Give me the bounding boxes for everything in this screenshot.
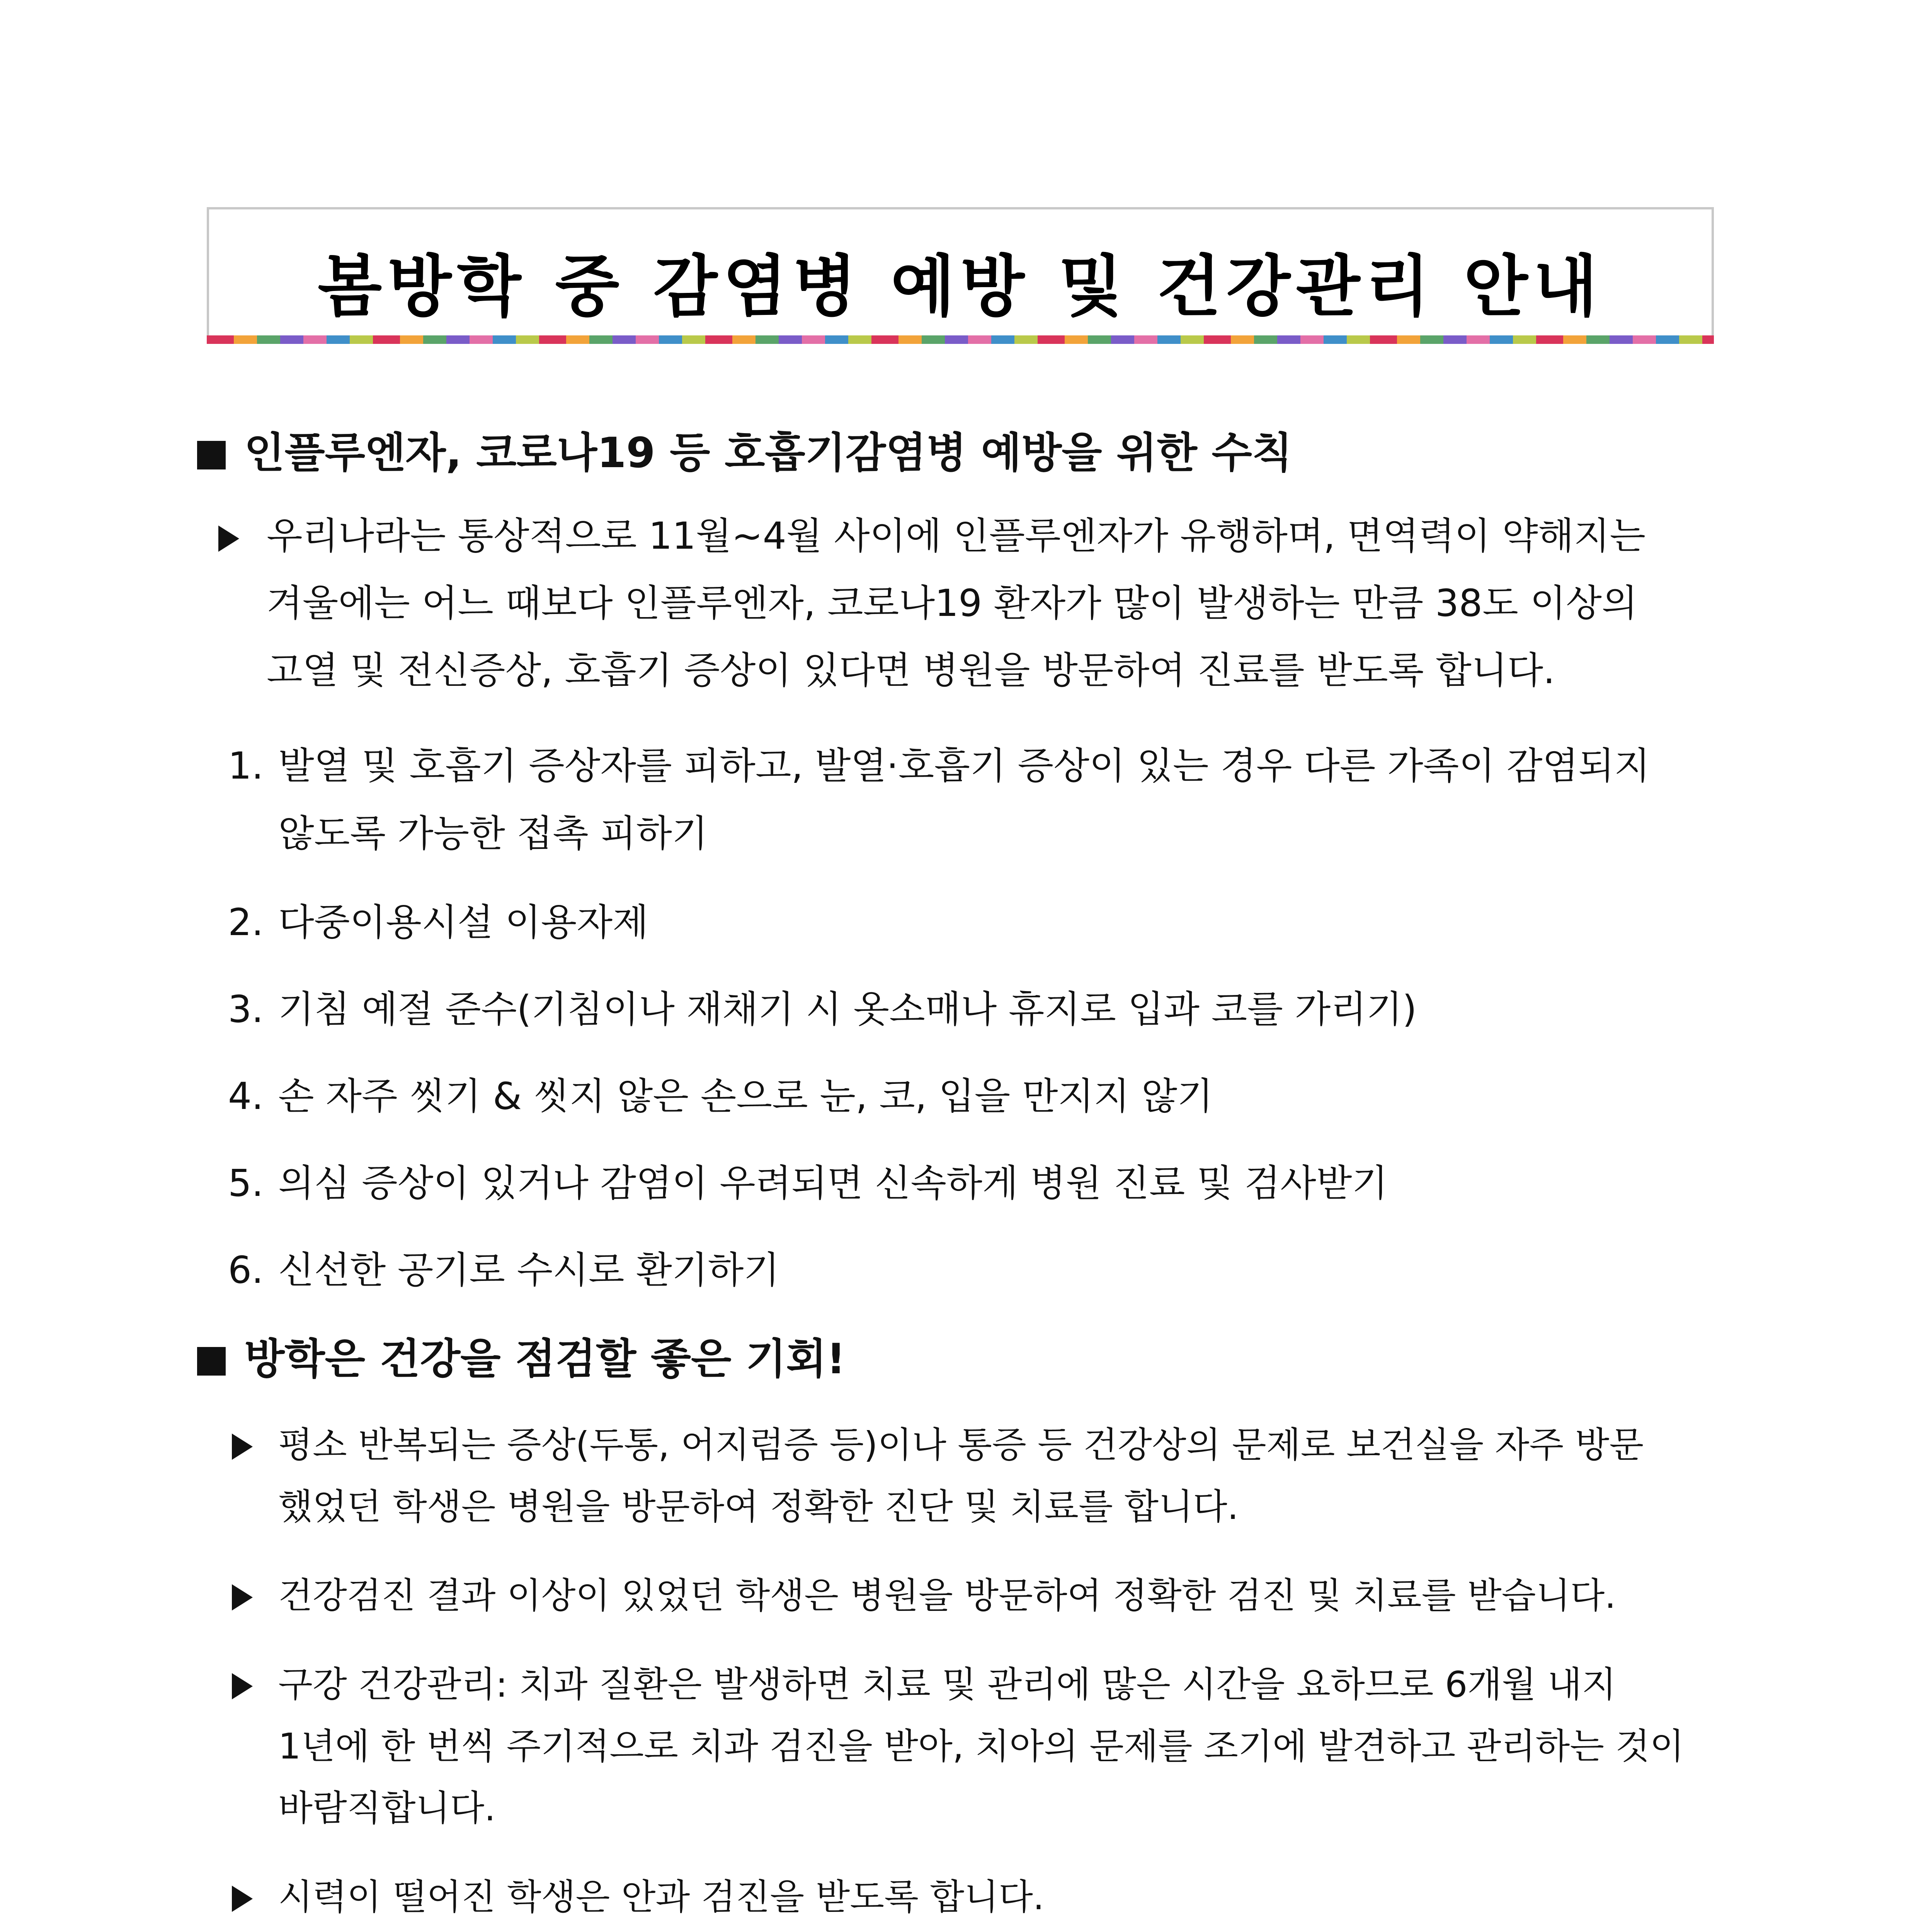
bullet-paragraph <box>278 1866 1727 1928</box>
list-number: 6. <box>228 1248 264 1292</box>
bullet-paragraph <box>278 1414 1727 1538</box>
list-number: 2. <box>228 901 264 944</box>
bullet-line: 평소 반복되는 증상(두통, 어지럼증 등)이나 통증 등 건강상의 문제로 보건실을 자주 방문 <box>278 1424 1644 1466</box>
list-text: 기침 예절 준수(기침이나 재채기 시 옷소매나 휴지로 입과 코를 가리기) <box>278 988 1417 1031</box>
bullet-line: 바람직합니다. <box>278 1787 496 1829</box>
list-item <box>228 1063 1213 1130</box>
section-heading-respiratory <box>197 419 1292 479</box>
list-number: 1. <box>228 744 264 787</box>
intro-line: 겨울에는 어느 때보다 인플루엔자, 코로나19 환자가 많이 발생하는 만큼 38도 이상의 <box>267 582 1638 625</box>
list-text: 다중이용시설 이용자제 <box>278 901 648 944</box>
triangle-bullet-icon <box>232 1584 253 1611</box>
triangle-bullet-icon <box>218 526 239 552</box>
bullet-line: 했었던 학생은 병원을 방문하여 정확한 진단 및 치료를 합니다. <box>278 1486 1239 1527</box>
intro-line: 고열 및 전신증상, 호흡기 증상이 있다면 병원을 방문하여 진료를 받도록 합니다. <box>267 649 1555 692</box>
section-heading-text: 방학은 건강을 점검할 좋은 기회! <box>244 1335 846 1383</box>
list-item <box>228 889 648 956</box>
list-text: 손 자주 씻기 & 씻지 않은 손으로 눈, 코, 입을 만지지 않기 <box>278 1075 1213 1118</box>
triangle-bullet-icon <box>232 1673 253 1699</box>
intro-paragraph <box>267 502 1727 704</box>
list-item <box>228 1150 1388 1217</box>
list-number: 4. <box>228 1075 264 1118</box>
bullet-line: 건강검진 결과 이상이 있었던 학생은 병원을 방문하여 정확한 검진 및 치료를 받습니다. <box>278 1575 1616 1616</box>
list-number: 5. <box>228 1162 264 1205</box>
list-item <box>228 976 1417 1043</box>
list-text: 의심 증상이 있거나 감염이 우려되면 신속하게 병원 진료 및 검사받기 <box>278 1162 1388 1205</box>
document-title: 봄방학 중 감염병 예방 및 건강관리 안내 <box>318 248 1603 325</box>
list-number: 3. <box>228 988 264 1031</box>
bullet-line: 시력이 떨어진 학생은 안과 검진을 받도록 합니다. <box>278 1876 1045 1918</box>
list-item <box>228 732 1650 799</box>
black-square-icon <box>197 1347 226 1376</box>
list-item <box>228 1236 779 1304</box>
bullet-line: 구강 건강관리: 치과 질환은 발생하면 치료 및 관리에 많은 시간을 요하므로 6개월 내지 <box>278 1664 1617 1705</box>
bullet-paragraph <box>278 1654 1727 1839</box>
title-box <box>207 207 1714 338</box>
triangle-bullet-icon <box>232 1434 253 1460</box>
list-text: 않도록 가능한 접촉 피하기 <box>278 812 708 855</box>
triangle-bullet-icon <box>232 1886 253 1912</box>
section-heading-text: 인플루엔자, 코로나19 등 호흡기감염병 예방을 위한 수칙 <box>244 429 1293 477</box>
section-heading-health-check <box>197 1325 846 1385</box>
bullet-line: 1년에 한 번씩 주기적으로 치과 검진을 받아, 치아의 문제를 조기에 발견하고 관리하는 것이 <box>278 1726 1685 1767</box>
title-decorative-stripe <box>207 335 1714 344</box>
list-text: 발열 및 호흡기 증상자를 피하고, 발열·호흡기 증상이 있는 경우 다른 가족이 감염되지 <box>278 744 1650 787</box>
intro-line: 우리나라는 통상적으로 11월~4월 사이에 인플루엔자가 유행하며, 면역력이 약해지는 <box>267 514 1646 558</box>
black-square-icon <box>197 441 226 469</box>
bullet-paragraph <box>278 1565 1727 1627</box>
list-text: 신선한 공기로 수시로 환기하기 <box>278 1248 780 1292</box>
list-item-continuation <box>278 800 708 867</box>
